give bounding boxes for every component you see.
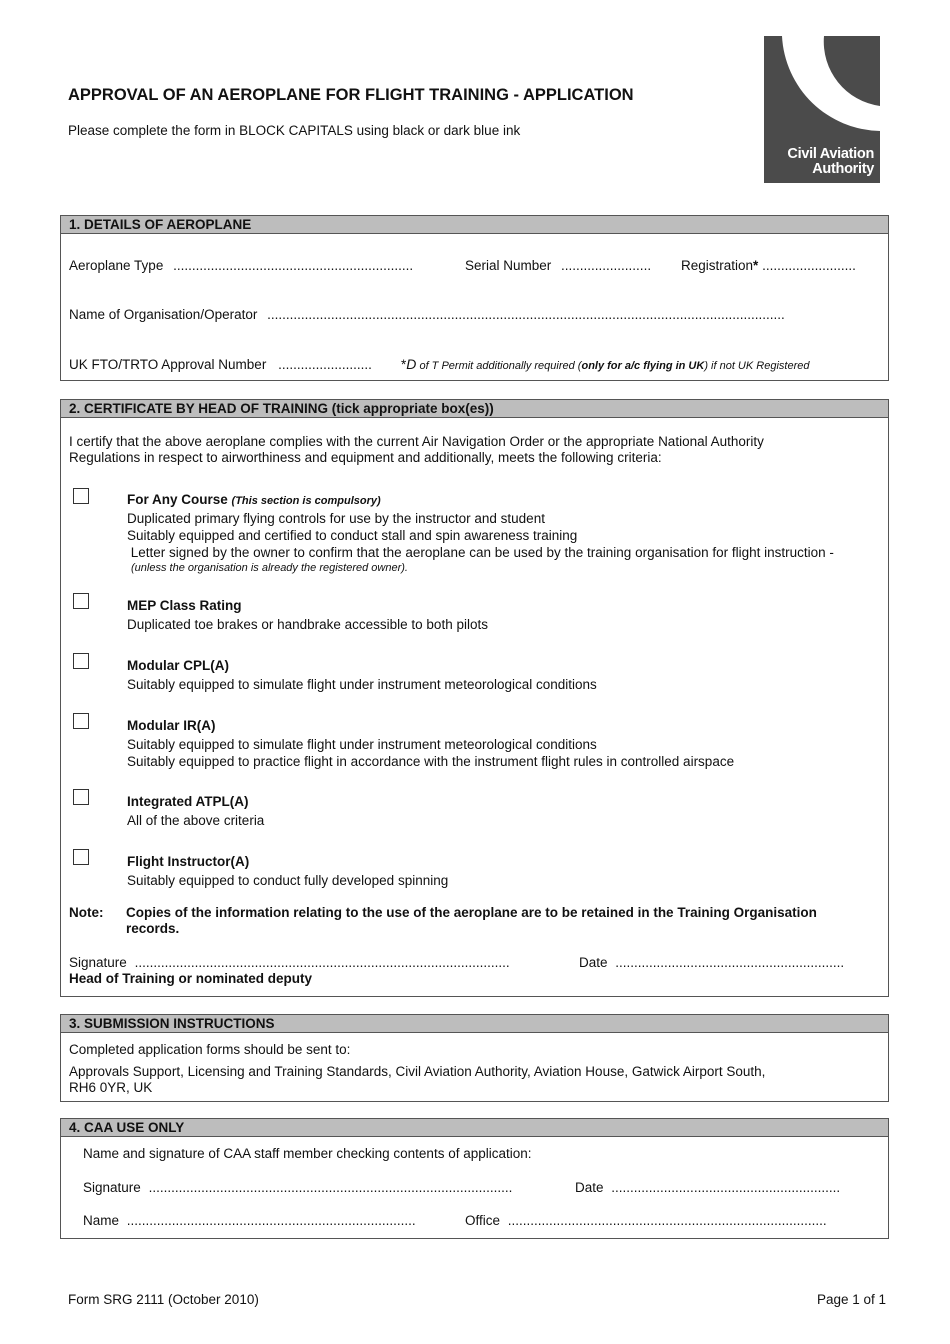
approval-number-field[interactable] — [69, 357, 372, 372]
caa-office-dots: ..................................................................................... — [507, 1213, 827, 1228]
permit-text-bold: only for a/c flying in UK — [581, 360, 705, 372]
permit-d: D — [406, 356, 417, 372]
caa-office-field[interactable] — [465, 1213, 827, 1228]
section1-heading: 1. DETAILS OF AEROPLANE — [61, 216, 888, 234]
criterion-line: Duplicated primary flying controls for use by the instructor and student — [127, 511, 545, 526]
section3-heading: 3. SUBMISSION INSTRUCTIONS — [61, 1015, 888, 1033]
criterion-flight-instructor — [127, 853, 448, 889]
section-certificate — [60, 399, 889, 997]
submission-address-line2: RH6 0YR, UK — [69, 1080, 153, 1095]
permit-note — [401, 356, 809, 372]
caa-date-dots: ............................................................. — [611, 1180, 841, 1195]
criterion-line: Letter signed by the owner to confirm that the aeroplane can be used by the training organisation for flight instruction - — [127, 545, 834, 560]
note-line1: Copies of the information relating to the use of the aeroplane are to be retained in the Training Organisation — [126, 905, 817, 920]
section-details-of-aeroplane — [60, 215, 889, 381]
caa-intro: Name and signature of CAA staff member checking contents of application: — [83, 1146, 532, 1161]
criterion-line: Suitably equipped to simulate flight under instrument meteorological conditions — [127, 737, 597, 752]
caa-name-field[interactable] — [83, 1213, 416, 1228]
criterion-line: Suitably equipped to practice flight in accordance with the instrument flight rules in controlled airspace — [127, 754, 735, 769]
registration-dots: ......................... — [762, 258, 856, 273]
caa-date-label: Date — [575, 1180, 604, 1195]
page-title: APPROVAL OF AN AEROPLANE FOR FLIGHT TRAINING - APPLICATION — [68, 86, 634, 104]
caa-name-label: Name — [83, 1213, 120, 1228]
note-label: Note: — [69, 905, 104, 920]
signature-dots: .................................................................................................... — [134, 955, 510, 970]
criterion-title: Integrated ATPL(A) — [127, 794, 249, 809]
caa-signature-field[interactable] — [83, 1180, 512, 1195]
criterion-title: Modular CPL(A) — [127, 658, 229, 673]
caa-name-dots: ............................................................................. — [126, 1213, 416, 1228]
hot-date-field[interactable] — [579, 955, 844, 970]
organisation-dots: .......................................................................................................................................... — [267, 307, 785, 322]
logo-text-line1: Civil Aviation — [787, 146, 874, 162]
criterion-line: Suitably equipped to simulate flight under instrument meteorological conditions — [127, 677, 597, 692]
section2-heading: 2. CERTIFICATE BY HEAD OF TRAINING (tick appropriate box(es)) — [61, 400, 888, 418]
checkbox-integrated-atpl[interactable] — [73, 789, 89, 805]
signature-label: Signature — [69, 955, 127, 970]
submission-line1: Completed application forms should be sent to: — [69, 1042, 351, 1057]
registration-asterisk: * — [753, 258, 759, 273]
criterion-title: For Any Course — [127, 492, 228, 507]
form-reference: Form SRG 2111 (October 2010) — [68, 1292, 259, 1307]
checkbox-flight-instructor[interactable] — [73, 849, 89, 865]
section-submission-instructions — [60, 1014, 889, 1102]
certify-intro-line2: Regulations in respect to airworthiness and equipment and additionally, meets the following criteria: — [69, 450, 662, 465]
criterion-any-course — [127, 491, 834, 575]
checkbox-mep-class-rating[interactable] — [73, 593, 89, 609]
registration-field[interactable] — [681, 258, 856, 273]
criterion-modular-cpl — [127, 657, 597, 693]
organisation-label: Name of Organisation/Operator — [69, 307, 258, 322]
organisation-field[interactable] — [69, 307, 785, 322]
page-number: Page 1 of 1 — [816, 1292, 886, 1307]
criterion-title: Modular IR(A) — [127, 718, 216, 733]
serial-number-field[interactable] — [465, 258, 651, 273]
permit-text-1: of T Permit additionally required ( — [416, 360, 582, 372]
registration-label: Registration — [681, 258, 754, 273]
certify-intro-line1: I certify that the above aeroplane complies with the current Air Navigation Order or the appropriate National Authority — [69, 434, 764, 449]
approval-number-label: UK FTO/TRTO Approval Number — [69, 357, 267, 372]
caa-signature-label: Signature — [83, 1180, 141, 1195]
criterion-line: Suitably equipped and certified to conduct stall and spin awareness training — [127, 528, 578, 543]
checkbox-modular-cpl[interactable] — [73, 653, 89, 669]
criterion-title: MEP Class Rating — [127, 598, 242, 613]
permit-asterisk: * — [401, 357, 407, 372]
criterion-title: Flight Instructor(A) — [127, 854, 250, 869]
form-instructions: Please complete the form in BLOCK CAPITALS using black or dark blue ink — [68, 123, 521, 138]
criterion-integrated-atpl — [127, 793, 264, 829]
permit-text-2: ) if not UK Registered — [704, 360, 810, 372]
criterion-footnote: (unless the organisation is already the registered owner). — [131, 562, 408, 574]
serial-number-label: Serial Number — [465, 258, 552, 273]
signatory-role: Head of Training or nominated deputy — [69, 971, 313, 986]
date-label: Date — [579, 955, 608, 970]
aeroplane-type-label: Aeroplane Type — [69, 258, 164, 273]
checkbox-any-course[interactable] — [73, 488, 89, 504]
criterion-line: All of the above criteria — [127, 813, 265, 828]
caa-signature-dots: ................................................................................................. — [148, 1180, 513, 1195]
criterion-title-note: (This section is compulsory) — [231, 495, 381, 507]
criterion-line: Duplicated toe brakes or handbrake accessible to both pilots — [127, 617, 488, 632]
section-caa-use-only — [60, 1118, 889, 1239]
caa-logo — [764, 36, 880, 183]
section4-heading: 4. CAA USE ONLY — [61, 1119, 888, 1137]
hot-signature-field[interactable] — [69, 955, 510, 970]
date-dots: ............................................................. — [615, 955, 845, 970]
aeroplane-type-field[interactable] — [69, 258, 413, 273]
criterion-line: Suitably equipped to conduct fully developed spinning — [127, 873, 449, 888]
checkbox-modular-ir[interactable] — [73, 713, 89, 729]
aeroplane-type-dots: ................................................................ — [173, 258, 414, 273]
serial-number-dots: ........................ — [561, 258, 652, 273]
approval-number-dots: ......................... — [278, 357, 372, 372]
submission-address-line1: Approvals Support, Licensing and Training Standards, Civil Aviation Authority, Aviation House, Gatwick Airport South, — [69, 1064, 766, 1079]
logo-text-line2: Authority — [812, 161, 874, 177]
caa-date-field[interactable] — [575, 1180, 840, 1195]
criterion-mep-class-rating — [127, 597, 488, 633]
note-line2: records. — [126, 921, 180, 936]
criterion-modular-ir — [127, 717, 734, 770]
caa-office-label: Office — [465, 1213, 501, 1228]
